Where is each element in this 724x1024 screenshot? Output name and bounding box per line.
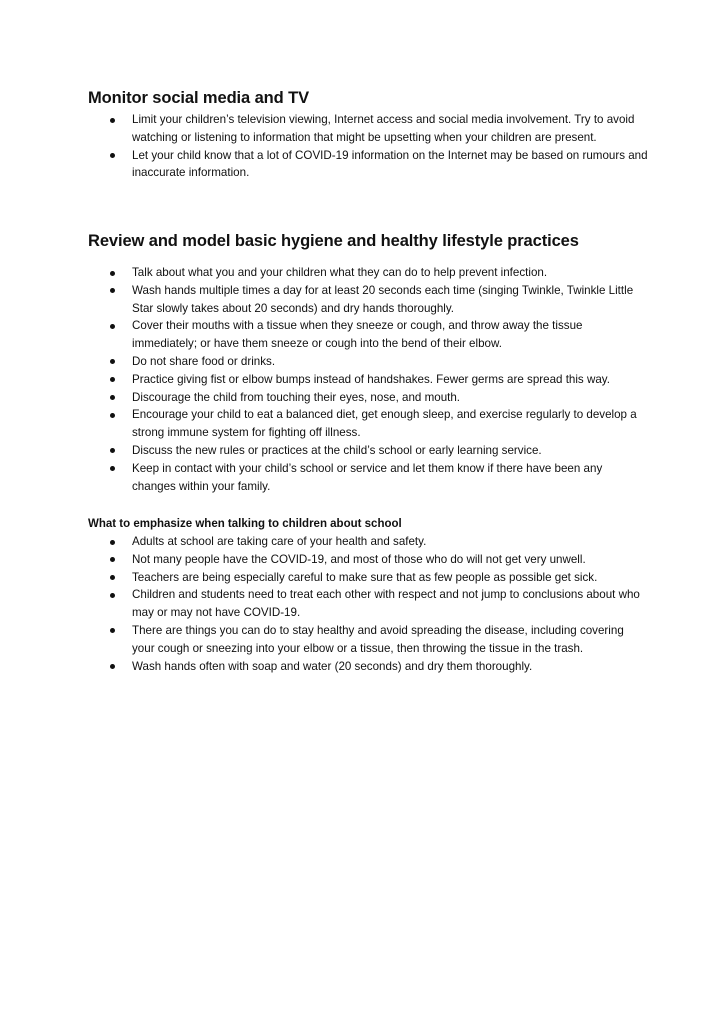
list-item-text: Talk about what you and your children what they can do to help prevent infection. [132, 266, 548, 279]
list-item-text: Do not share food or drinks. [132, 354, 276, 368]
bullet-icon [110, 324, 115, 329]
list-item-text: There are things you can do to stay healthy and avoid spreading the disease, including covering your cough or sneezing into your elbow or a tissue, then throwing the tissue in the trash. [132, 623, 624, 655]
bullet-icon [110, 448, 115, 453]
list-item [88, 622, 648, 658]
bullet-icon [110, 557, 115, 562]
bullet-list [88, 533, 648, 675]
list-item-text: Discourage the child from touching their eyes, nose, and mouth. [132, 390, 461, 404]
list-item-text: Let your child know that a lot of COVID-19 information on the Internet may be based on rumours and inaccurate information. [132, 148, 648, 180]
list-item [88, 406, 648, 442]
bullet-icon [110, 540, 115, 545]
list-item [88, 389, 648, 407]
list-item [88, 111, 648, 147]
bullet-icon [110, 153, 115, 158]
bullet-icon [110, 413, 115, 418]
section-heading: Review and model basic hygiene and healthy lifestyle practices [88, 232, 579, 250]
list-item-text: Children and students need to treat each other with respect and not jump to conclusions about who may or may not have COVID-19. [132, 588, 640, 620]
list-item [88, 658, 648, 676]
list-item [88, 353, 648, 371]
list-item-text: Practice giving fist or elbow bumps instead of handshakes. Fewer germs are spread this way. [132, 372, 610, 386]
list-item [88, 282, 648, 318]
section-talking-about-school [88, 516, 648, 675]
list-item-text: Encourage your child to eat a balanced diet, get enough sleep, and exercise regularly to develop a strong immune system for fighting off illness. [132, 408, 637, 440]
bullet-icon [110, 575, 115, 580]
bullet-icon [110, 377, 115, 382]
list-item [88, 442, 648, 460]
list-item-text: Adults at school are taking care of your health and safety. [132, 535, 427, 548]
bullet-list [88, 111, 648, 182]
list-item-text: Wash hands often with soap and water (20 seconds) and dry them thoroughly. [132, 659, 533, 673]
list-item [88, 264, 648, 282]
bullet-icon [110, 271, 115, 276]
bullet-icon [110, 664, 115, 669]
list-item [88, 551, 648, 569]
list-item-text: Discuss the new rules or practices at the child’s school or early learning service. [132, 443, 542, 457]
list-item-text: Teachers are being especially careful to make sure that as few people as possible get sick. [132, 570, 598, 584]
list-item [88, 317, 648, 353]
bullet-icon [110, 118, 115, 123]
section-hygiene-practices [88, 231, 648, 495]
list-item [88, 533, 648, 551]
list-item-text: Wash hands multiple times a day for at least 20 seconds each time (singing Twinkle, Twinkle Little Star slowly takes about 20 seconds) and dry hands thoroughly. [132, 283, 634, 315]
list-item [88, 147, 648, 183]
bullet-icon [110, 466, 115, 471]
list-item-text: Cover their mouths with a tissue when they sneeze or cough, and throw away the tissue immediately; or have them sneeze or cough into the bend of their elbow. [132, 319, 583, 351]
list-item [88, 586, 648, 622]
bullet-icon [110, 593, 115, 598]
section-heading: Monitor social media and TV [88, 89, 310, 107]
bullet-icon [110, 288, 115, 293]
bullet-icon [110, 395, 115, 400]
list-item [88, 371, 648, 389]
bullet-list [88, 264, 648, 495]
bullet-icon [110, 628, 115, 633]
section-monitor-social-media [88, 88, 648, 182]
list-item [88, 569, 648, 587]
list-item-text: Keep in contact with your child’s school or service and let them know if there have been any changes within your family. [132, 461, 603, 493]
bullet-icon [110, 359, 115, 364]
list-item-text: Not many people have the COVID-19, and most of those who do will not get very unwell. [132, 552, 586, 566]
section-heading: What to emphasize when talking to children about school [88, 518, 402, 530]
list-item [88, 460, 648, 496]
list-item-text: Limit your children’s television viewing, Internet access and social media involvement. Try to avoid watching or listening to information that might be upsetting when your children are present. [132, 113, 635, 144]
